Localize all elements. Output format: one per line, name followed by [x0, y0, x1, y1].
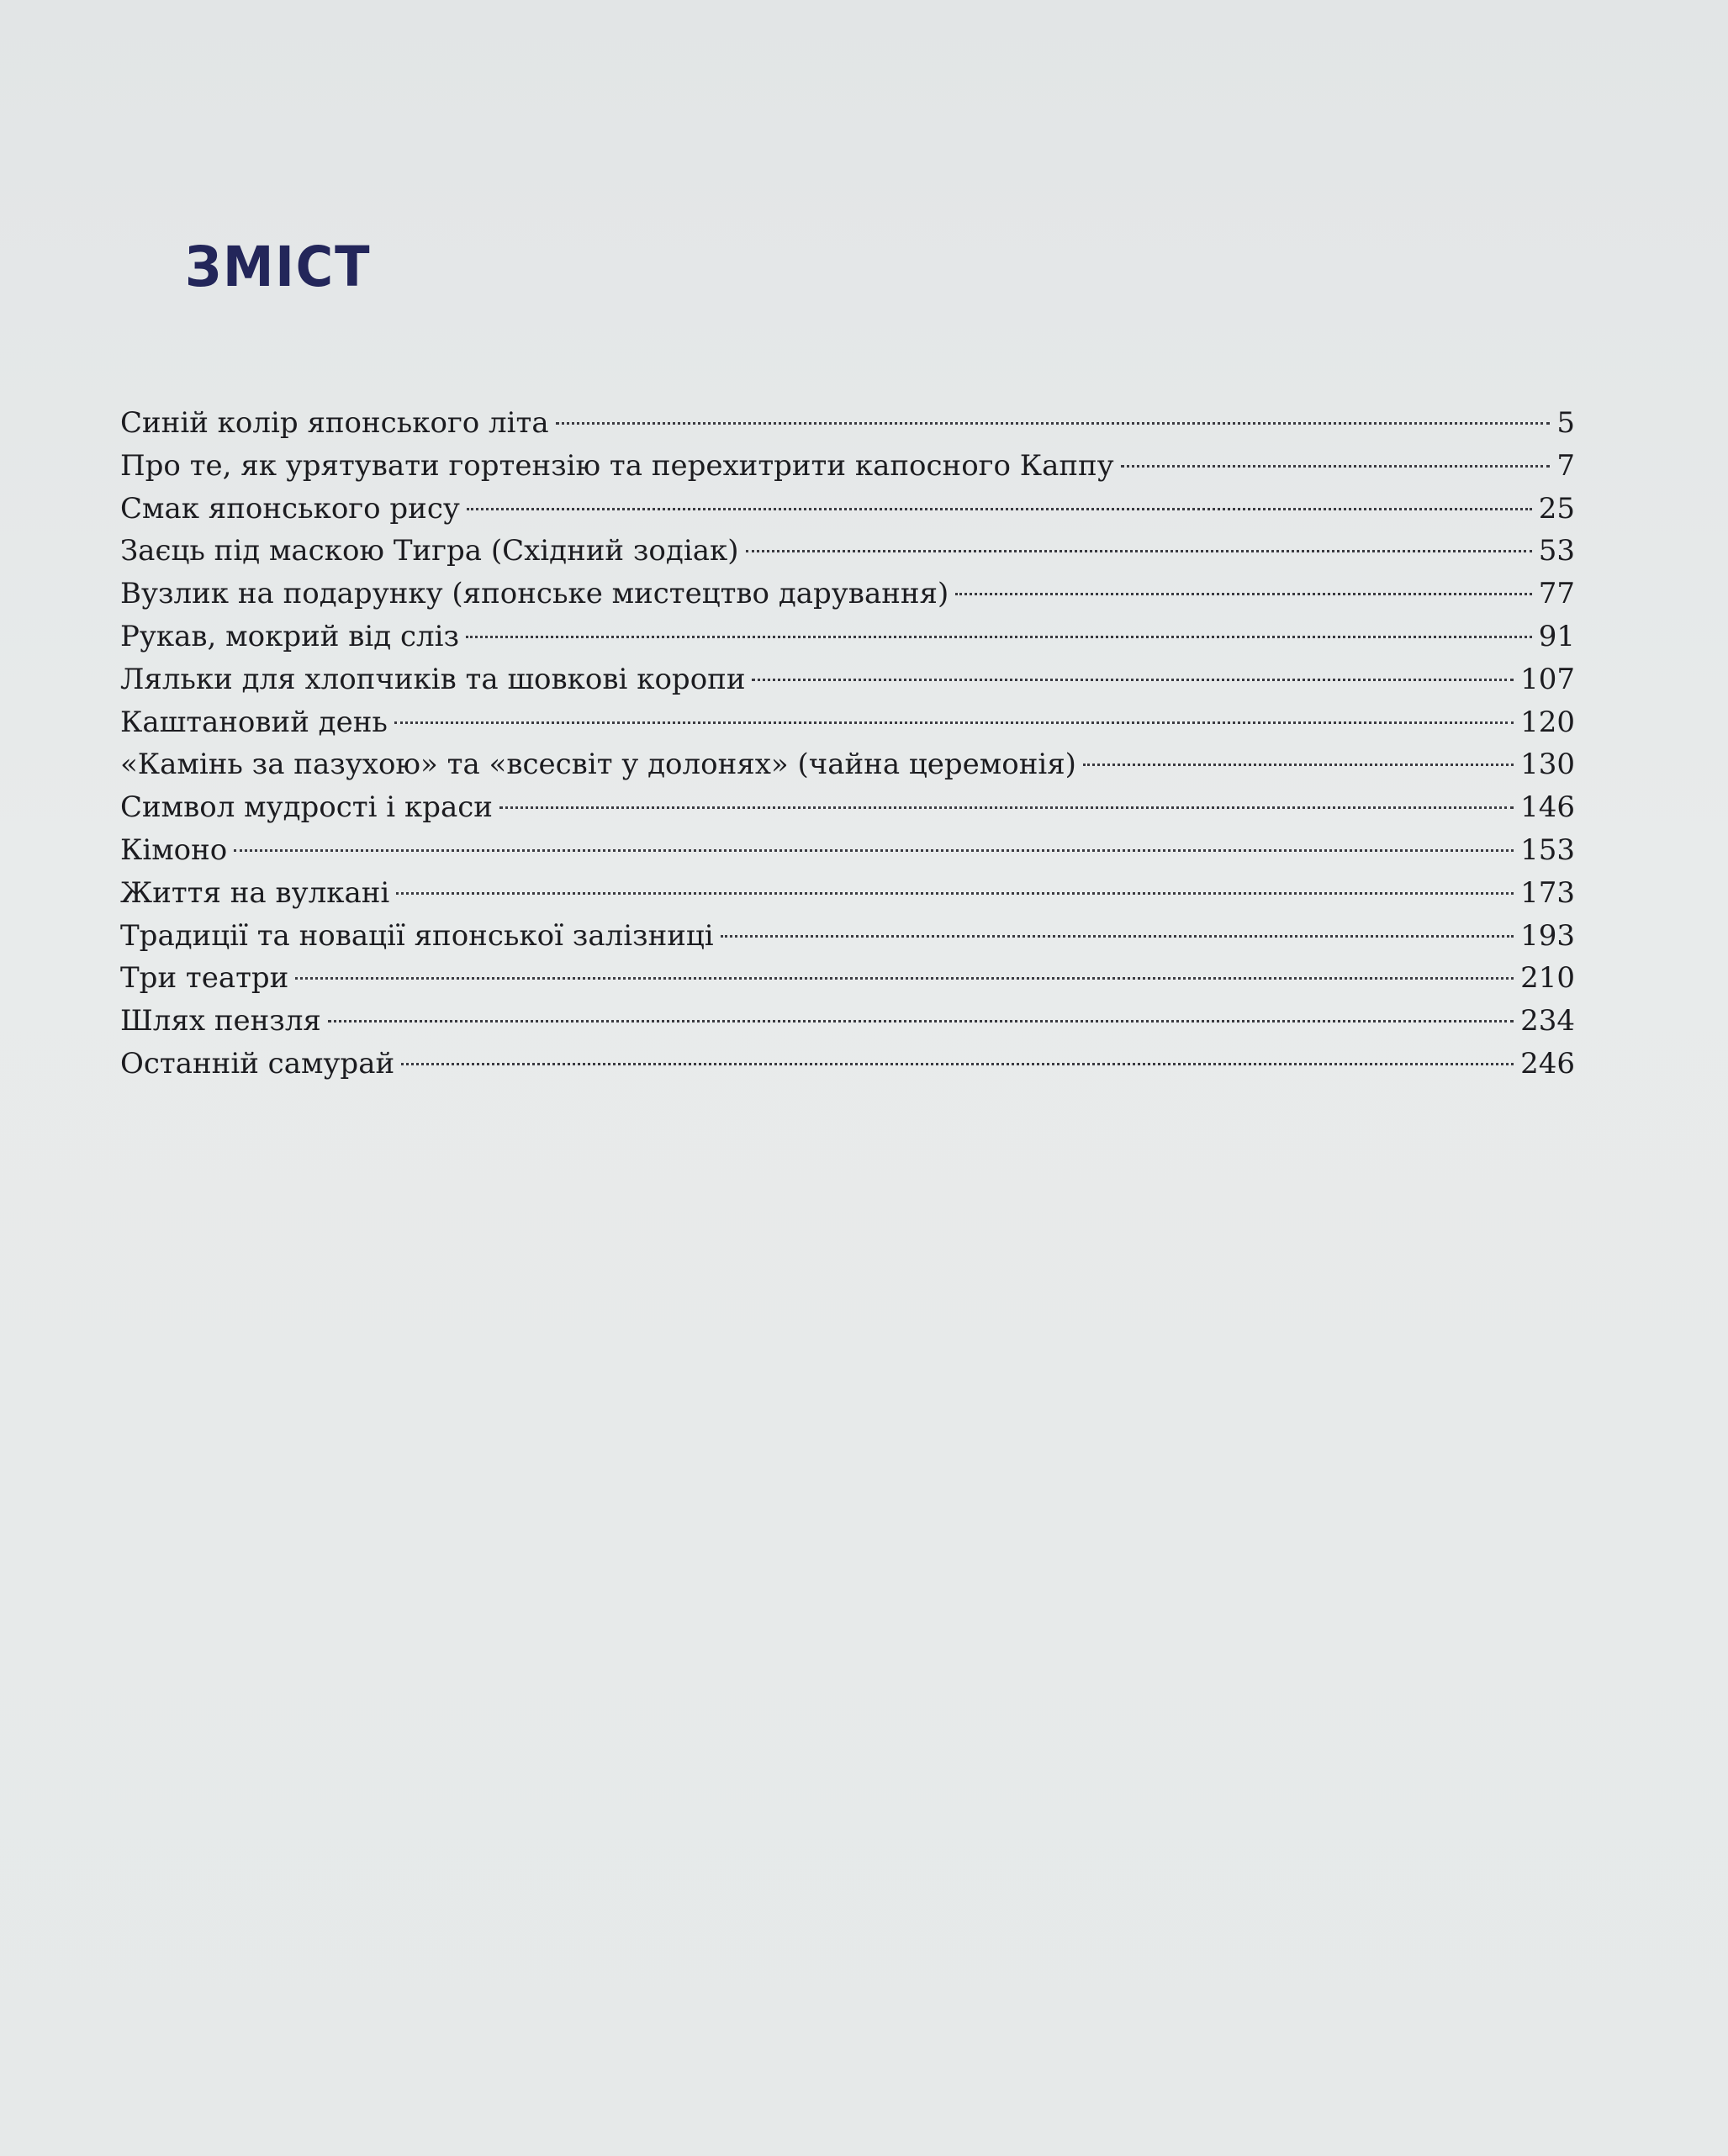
dot-leader: [234, 849, 1514, 852]
toc-entry-page: 130: [1520, 748, 1575, 782]
toc-entry: [120, 1000, 1575, 1043]
toc-entry-page: 153: [1520, 832, 1575, 867]
toc-entry-title: «Камінь за пазухою» та «всесвіт у долонях» (чайна церемонія): [120, 748, 1076, 782]
dot-leader: [752, 679, 1514, 681]
dot-leader: [467, 508, 1532, 510]
toc-entry-title: Заєць під маскою Тигра (Східний зодіак): [120, 534, 739, 568]
dot-leader: [1083, 764, 1514, 766]
toc-entry: [120, 915, 1575, 958]
toc-entry-page: 234: [1520, 1004, 1575, 1038]
toc-entry-page: 210: [1520, 961, 1575, 996]
toc-entry-page: 173: [1520, 875, 1575, 910]
toc-entry-page: 25: [1538, 491, 1575, 526]
toc-entry-title: Останній самурай: [120, 1046, 395, 1081]
toc-entry-title: Три театри: [120, 961, 289, 996]
dot-leader: [328, 1020, 1514, 1023]
toc-entry-title: Синій колір японського літа: [120, 406, 549, 440]
toc-entry: [120, 743, 1575, 786]
dot-leader: [396, 892, 1514, 895]
toc-entry: [120, 829, 1575, 872]
toc-entry-title: Про те, як урятувати гортензію та перехитрити капосного Каппу: [120, 448, 1114, 483]
toc-entry: [120, 402, 1575, 445]
dot-leader: [746, 550, 1532, 552]
toc-entry-title: Традиції та новації японської залізниці: [120, 918, 714, 953]
toc-entry: [120, 786, 1575, 829]
toc-entry: [120, 1043, 1575, 1086]
toc-entry: [120, 616, 1575, 658]
toc-entry: [120, 488, 1575, 531]
toc-entry-title: Ляльки для хлопчиків та шовкові коропи: [120, 662, 746, 696]
toc-entry-page: 5: [1556, 406, 1575, 440]
toc-entry: [120, 530, 1575, 573]
toc-entry-title: Смак японського рису: [120, 491, 460, 526]
dot-leader: [401, 1063, 1514, 1065]
toc-entry-page: 107: [1520, 662, 1575, 696]
toc-entry-title: Шлях пензля: [120, 1004, 321, 1038]
toc-entry-page: 146: [1520, 790, 1575, 825]
toc-entry-page: 53: [1538, 534, 1575, 568]
dot-leader: [394, 721, 1514, 724]
toc-entry-page: 77: [1538, 577, 1575, 611]
dot-leader: [499, 806, 1514, 809]
toc-entry-title: Каштановий день: [120, 705, 388, 739]
toc-entry-title: Рукав, мокрий від сліз: [120, 619, 460, 653]
toc-entry: [120, 445, 1575, 488]
toc-entry-title: Життя на вулкані: [120, 875, 390, 910]
toc-entry-title: Вузлик на подарунку (японське мистецтво дарування): [120, 577, 949, 611]
toc-entry-page: 7: [1556, 448, 1575, 483]
toc-entry: [120, 658, 1575, 701]
toc-entry-page: 193: [1520, 918, 1575, 953]
table-of-contents: [120, 402, 1575, 1086]
dot-leader: [466, 636, 1532, 638]
dot-leader: [556, 422, 1551, 425]
toc-entry-page: 246: [1520, 1046, 1575, 1081]
toc-entry: [120, 573, 1575, 616]
toc-entry-page: 91: [1538, 619, 1575, 653]
toc-entry-title: Символ мудрості і краси: [120, 790, 493, 825]
toc-entry-title: Кімоно: [120, 832, 228, 867]
toc-entry: [120, 872, 1575, 915]
dot-leader: [721, 935, 1514, 938]
toc-entry: [120, 701, 1575, 744]
contents-heading: ЗМІСТ: [185, 235, 372, 299]
dot-leader: [955, 593, 1531, 595]
dot-leader: [295, 977, 1514, 980]
toc-entry: [120, 957, 1575, 1000]
toc-entry-page: 120: [1520, 705, 1575, 739]
dot-leader: [1121, 465, 1551, 468]
